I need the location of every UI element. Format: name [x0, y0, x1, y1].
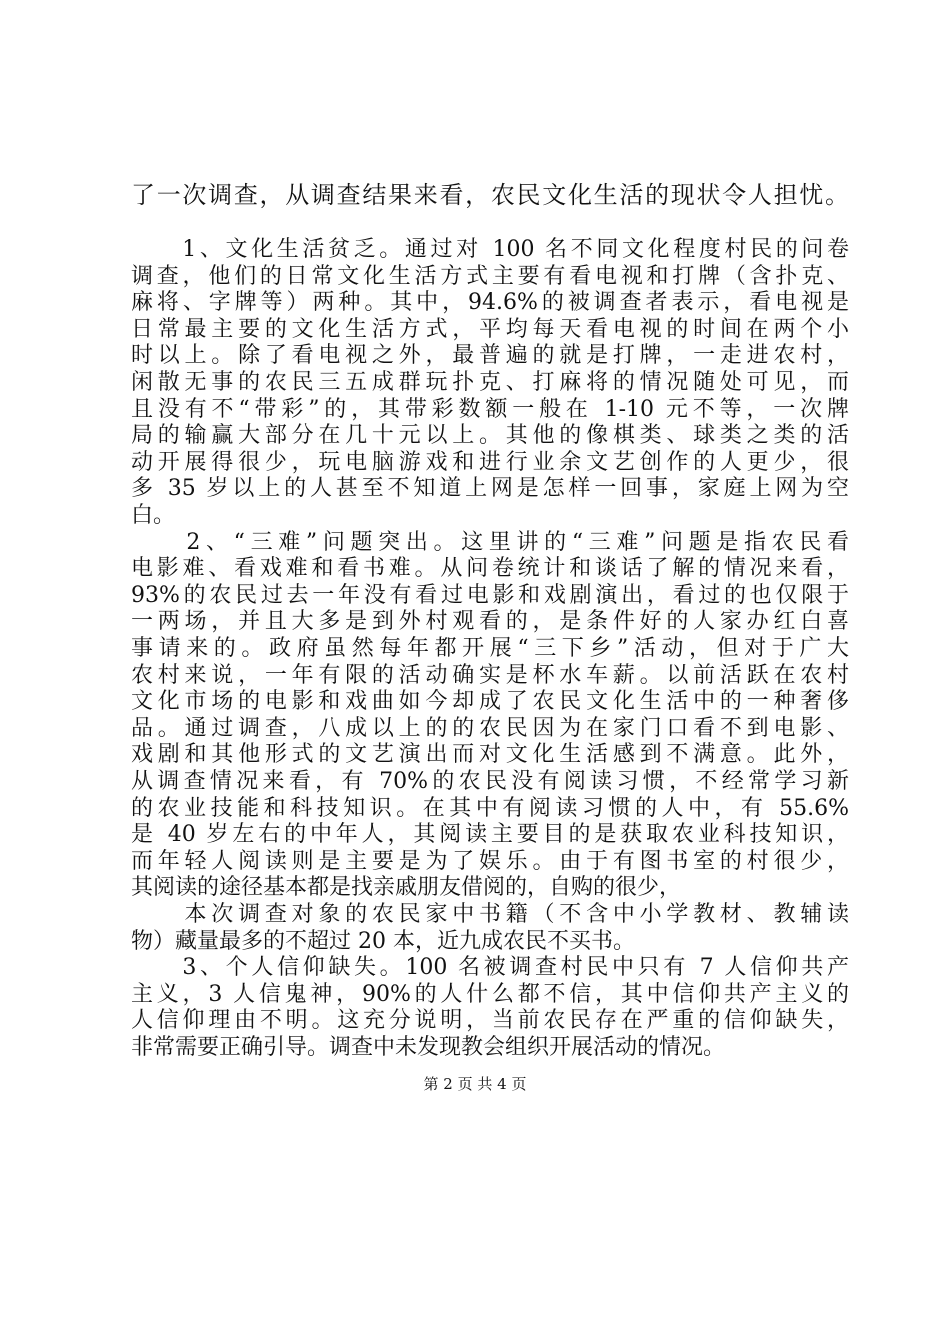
text-line: 是 40 岁左右的中年人，其阅读主要目的是获取农业科技知识，: [131, 822, 849, 848]
text-line: 局的输赢大部分在几十元以上。其他的像棋类、球类之类的活: [131, 423, 849, 449]
text-line: 93%的农民过去一年没有看过电影和戏剧演出，看过的也仅限于: [131, 582, 849, 608]
text-line: 品。通过调查，八成以上的的农民因为在家门口看不到电影、: [131, 715, 849, 741]
text-line: 日常最主要的文化生活方式，平均每天看电视的时间在两个小: [131, 316, 849, 342]
text-line: 调查，他们的日常文化生活方式主要有看电视和打牌（含扑克、: [131, 263, 849, 289]
text-line: 而年轻人阅读则是主要是为了娱乐。由于有图书室的村很少，: [131, 848, 849, 874]
text-line: 多 35 岁以上的人甚至不知道上网是怎样一回事，家庭上网为空: [131, 476, 849, 502]
text-line: 本次调查对象的农民家中书籍（不含中小学教材、教辅读: [131, 902, 849, 927]
text-line: 非常需要正确引导。调查中未发现教会组织开展活动的情况。: [131, 1034, 726, 1060]
text-line: 文化市场的电影和戏曲如今却成了农民文化生活中的一种奢侈: [131, 689, 849, 715]
text-line: 戏剧和其他形式的文艺演出而对文化生活感到不满意。此外，: [131, 742, 849, 768]
text-line: 事请来的。政府虽然每年都开展“三下乡”活动，但对于广大: [131, 635, 849, 661]
text-line: 闲散无事的农民三五成群玩扑克、打麻将的情况随处可见，而: [131, 369, 849, 395]
text-line: 人信仰理由不明。这充分说明，当前农民存在严重的信仰缺失，: [131, 1008, 849, 1034]
text-line: 从调查情况来看，有 70%的农民没有阅读习惯，不经常学习新: [131, 768, 849, 794]
text-line: 物）藏量最多的不超过 20 本，近九成农民不买书。: [131, 928, 635, 954]
text-line: 时以上。除了看电视之外，最普遍的就是打牌，一走进农村，: [131, 343, 849, 369]
paragraph-1: [131, 237, 849, 530]
paragraph-4: [131, 955, 849, 1061]
text-line: 主义，3 人信鬼神，90%的人什么都不信，其中信仰共产主义的: [131, 981, 849, 1007]
paragraph-3: [131, 902, 849, 955]
text-line: 其阅读的途径基本都是找亲戚朋友借阅的，自购的很少，: [131, 875, 682, 901]
text-line: 2、“三难”问题突出。这里讲的“三难”问题是指农民看: [131, 529, 849, 555]
text-line: 3、个人信仰缺失。100 名被调查村民中只有 7 人信仰共产: [131, 955, 849, 981]
text-line: 电影难、看戏难和看书难。从问卷统计和谈话了解的情况来看，: [131, 556, 849, 582]
page-footer: [0, 1074, 950, 1094]
text-line: 的农业技能和科技知识。在其中有阅读习惯的人中，有 55.6%: [131, 795, 849, 821]
text-line: 麻将、字牌等）两种。其中，94.6%的被调查者表示，看电视是: [131, 290, 849, 316]
text-line: 白。: [131, 502, 176, 528]
text-line: 动开展得很少，玩电脑游戏和进行业余文艺创作的人更少，很: [131, 449, 849, 475]
intro-line: 了一次调查，从调查结果来看，农民文化生活的现状令人担忧。: [131, 181, 849, 209]
text-line: 农村来说，一年有限的活动确实是杯水车薪。以前活跃在农村: [131, 662, 849, 688]
page-number-label: 第 2 页 共 4 页: [423, 1074, 527, 1093]
text-line: 且没有不“带彩”的，其带彩数额一般在 1-10 元不等，一次牌: [131, 396, 849, 422]
text-line: 一两场，并且大多是到外村观看的，是条件好的人家办红白喜: [131, 609, 849, 635]
paragraph-2: [131, 530, 849, 902]
text-line: 1、文化生活贫乏。通过对 100 名不同文化程度村民的问卷: [131, 237, 849, 262]
